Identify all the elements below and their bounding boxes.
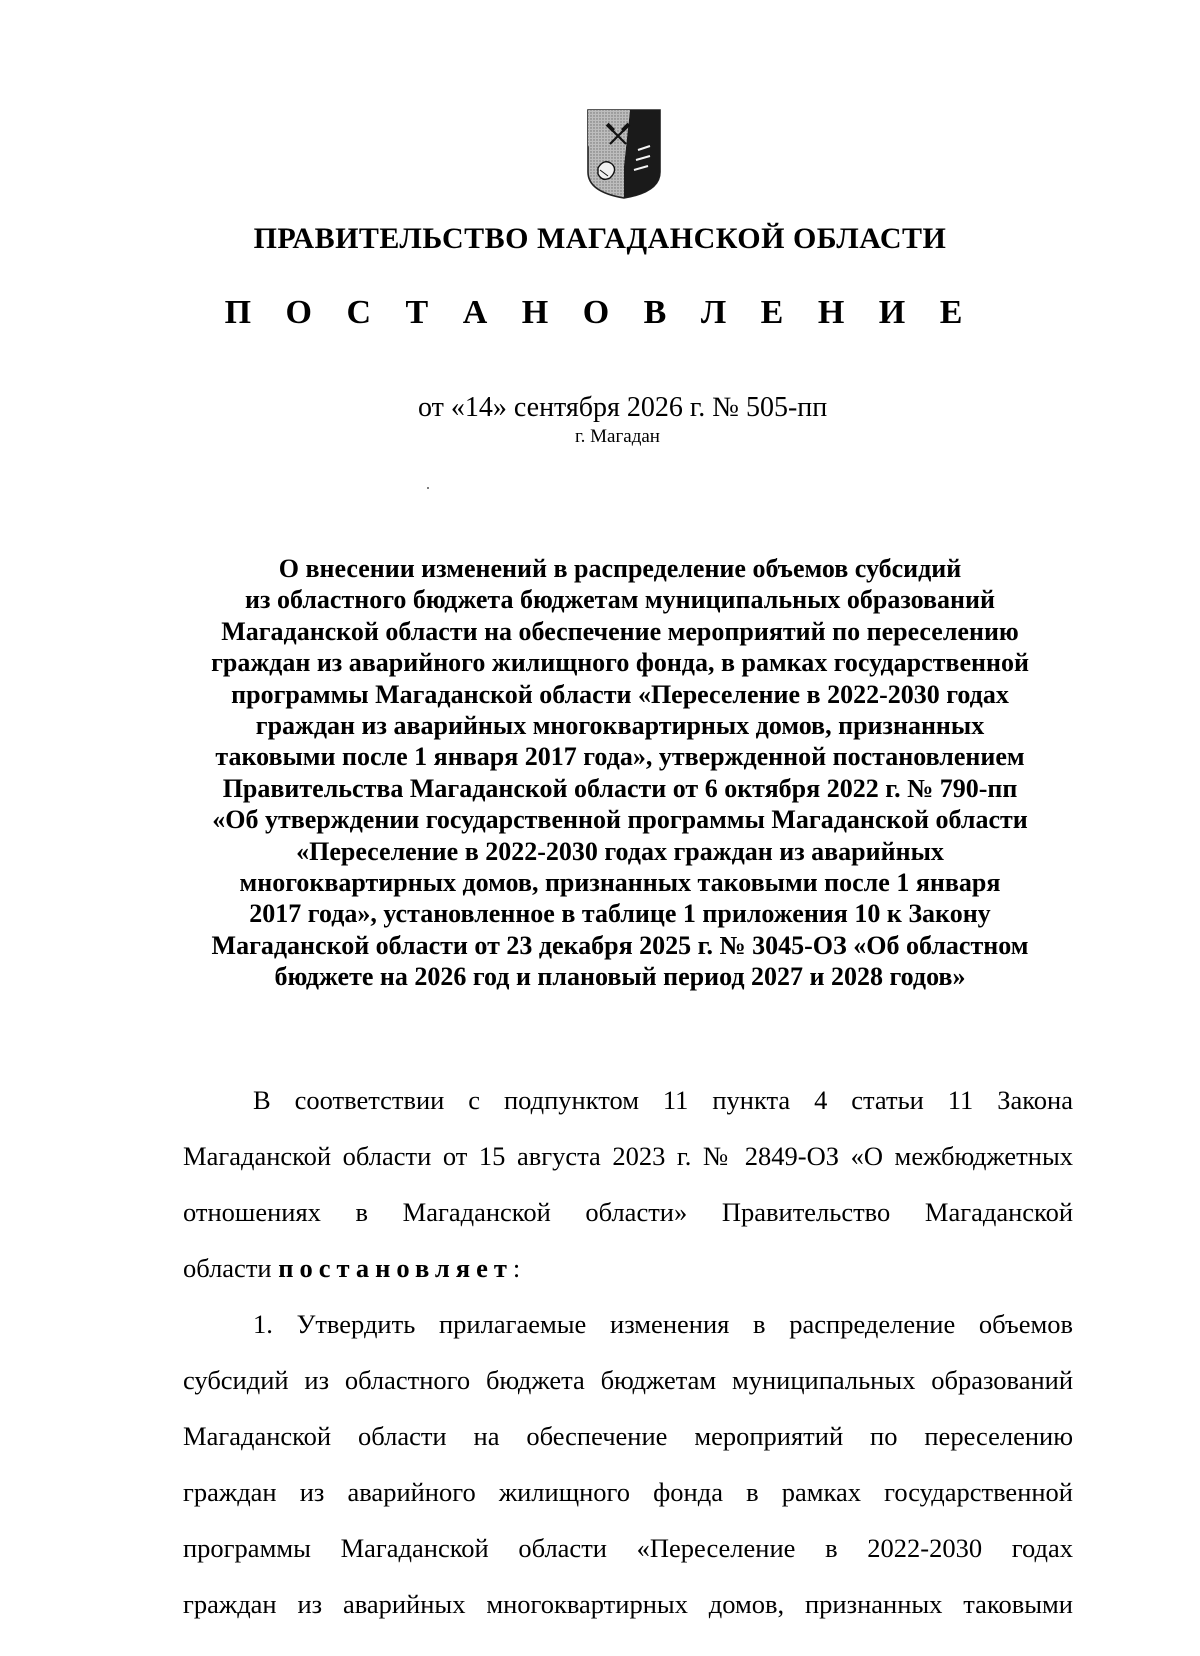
title-line: таковыми после 1 января 2017 года», утвержденной постановлением bbox=[215, 742, 1025, 772]
body-line: граждан из аварийных многоквартирных домов, признанных таковыми bbox=[183, 1589, 1073, 1619]
title-line: граждан из аварийных многоквартирных домов, признанных bbox=[255, 711, 985, 741]
coat-of-arms-emblem bbox=[584, 106, 664, 200]
title-line: Магаданской области от 23 декабря 2025 г. № 3045-ОЗ «Об областном bbox=[211, 930, 1029, 960]
document-city: г. Магадан bbox=[575, 426, 660, 447]
title-line: граждан из аварийного жилищного фонда, в рамках государственной bbox=[211, 648, 1029, 678]
document-date-number: от «14» сентября 2026 г. № 505-пп bbox=[418, 392, 828, 423]
body-line: отношениях в Магаданской области» Правительство Магаданской bbox=[183, 1197, 1073, 1227]
title-line: программы Магаданской области «Переселение в 2022-2030 годах bbox=[231, 679, 1009, 709]
body-line: Магаданской области от 15 августа 2023 г. № 2849-ОЗ «О межбюджетных bbox=[183, 1141, 1073, 1171]
document-title bbox=[150, 553, 1090, 993]
body-line: граждан из аварийного жилищного фонда в рамках государственной bbox=[183, 1477, 1073, 1507]
title-line: 2017 года», установленное в таблице 1 приложения 10 к Закону bbox=[249, 899, 991, 929]
body-line: 1. Утвердить прилагаемые изменения в распределение объемов bbox=[253, 1309, 1073, 1339]
organization-name: ПРАВИТЕЛЬСТВО МАГАДАНСКОЙ ОБЛАСТИ bbox=[253, 222, 947, 255]
title-line: бюджете на 2026 год и плановый период 2027 и 2028 годов» bbox=[274, 962, 966, 992]
body-line: субсидий из областного бюджета бюджетам муниципальных образований bbox=[183, 1365, 1073, 1395]
scan-speck bbox=[427, 487, 429, 489]
decree-word: постановляет bbox=[278, 1253, 513, 1283]
title-line: Правительства Магаданской области от 6 октября 2022 г. № 790-пп bbox=[222, 773, 1018, 803]
title-line: «Переселение в 2022-2030 годах граждан из аварийных bbox=[296, 836, 944, 866]
title-line: «Об утверждении государственной программы Магаданской области bbox=[212, 805, 1028, 835]
document-type: П О С Т А Н О В Л Е Н И Е bbox=[224, 294, 976, 331]
title-line: многоквартирных домов, признанных таковыми после 1 января bbox=[239, 868, 1001, 898]
body-line: программы Магаданской области «Переселение в 2022-2030 годах bbox=[183, 1533, 1073, 1563]
title-line: О внесении изменений в распределение объемов субсидий bbox=[278, 554, 962, 583]
decree-line bbox=[183, 1253, 520, 1284]
title-line: Магаданской области на обеспечение мероприятий по переселению bbox=[221, 616, 1019, 646]
body-line: В соответствии с подпунктом 11 пункта 4 статьи 11 Закона bbox=[253, 1085, 1073, 1115]
decree-suffix: : bbox=[512, 1253, 521, 1283]
body-line: Магаданской области на обеспечение мероприятий по переселению bbox=[183, 1421, 1073, 1451]
decree-prefix: области bbox=[183, 1253, 272, 1283]
title-line: из областного бюджета бюджетам муниципальных образований bbox=[245, 585, 995, 615]
